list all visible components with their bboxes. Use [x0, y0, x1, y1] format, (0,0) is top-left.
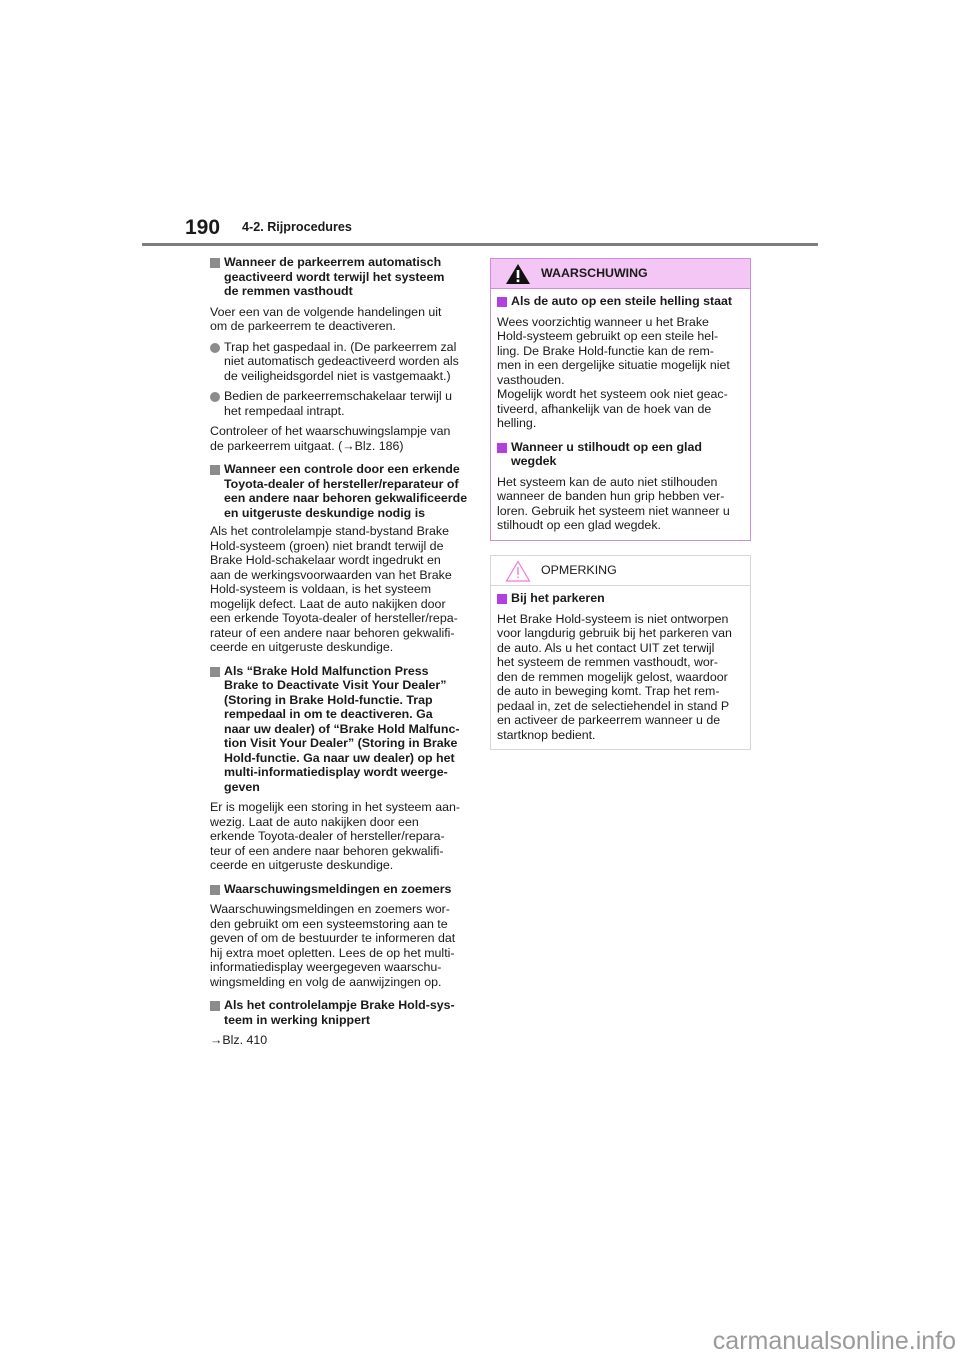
section-title: 4-2. Rijprocedures: [242, 220, 352, 234]
heading-text: Waarschuwingsmeldingen en zoemers: [224, 881, 452, 896]
heading: [497, 294, 744, 309]
square-bullet-icon: [497, 297, 507, 307]
warning-header: [491, 259, 750, 289]
warning-title: WAARSCHUWING: [541, 266, 648, 280]
square-bullet-icon: [210, 885, 220, 895]
heading: [210, 664, 472, 795]
note-header: [491, 556, 750, 586]
paragraph: Het Brake Hold-systeem is niet ontworpen voor langdurig gebruik bij het parkeren van de auto. Als u het contact UIT zet terwijl het systeem de remmen vasthoudt, wor- den de remmen mogelijk gelost, waardoor de auto in beweging komt. Trap het rem- pedaal in, zet de selectiehendel in stand P en activeer de parkeerrem wanneer u de startknop bedient.: [497, 611, 732, 742]
header-rule: [142, 243, 818, 246]
page-number: 190: [185, 216, 221, 239]
paragraph: Waarschuwingsmeldingen en zoemers wor- den gebruikt om een systeemstoring aan te geven of om de bestuurder te informeren dat hij extra moet opletten. Lees de op het multi- informatiedisplay weergegeven waarschu- wingsmelding en volg de aanwijzingen op.: [210, 902, 456, 989]
heading-text: Als de auto op een steile helling staat: [511, 294, 733, 308]
paragraph: Als het controlelampje stand-bystand Brake Hold-systeem (groen) niet brandt terwijl de Brake Hold-schakelaar wordt ingedrukt en aan de werkingsvoorwaarden van het Brake Hold-systeem is voldaan, is het systeem mogelijk defect. Laat de auto nakijken door een erkende Toyota-dealer of hersteller/repa- rateur of een andere naar behoren gekwalifi- ceerde en uitgeruste deskundige.: [210, 524, 458, 654]
warning-box: [490, 258, 751, 541]
paragraph: Er is mogelijk een storing in het systeem aan- wezig. Laat de auto nakijken door een erkende Toyota-dealer of hersteller/repara- teur of een andere naar behoren gekwalifi- ceerde en uitgeruste deskundige.: [210, 800, 460, 872]
circle-bullet-icon: [210, 392, 220, 402]
caution-triangle-icon: [505, 560, 531, 582]
heading-text: Wanneer de parkeerrem automatisch geactiveerd wordt terwijl het systeem de remmen vasthoudt: [224, 255, 445, 298]
watermark: carmanualsonline.info: [712, 1327, 956, 1355]
heading: [210, 462, 472, 520]
heading-text: Wanneer een controle door een erkende Toyota-dealer of hersteller/reparateur of een andere naar behoren gekwalificeerde en uitgeruste deskundige nodig is: [224, 462, 468, 520]
bullet-text: Bedien de parkeerremschakelaar terwijl u het rempedaal intrapt.: [224, 389, 452, 418]
bullet-item: [210, 389, 472, 418]
note-title: OPMERKING: [541, 563, 617, 577]
heading-text: Bij het parkeren: [511, 591, 605, 605]
heading-text: Als het controlelampje Brake Hold-sys- teem in werking knippert: [224, 998, 455, 1027]
heading: [497, 440, 744, 469]
page-reference-link[interactable]: →Blz. 410: [210, 1033, 268, 1047]
warning-triangle-icon: [505, 263, 531, 285]
square-bullet-icon: [210, 1001, 220, 1011]
heading: [210, 998, 472, 1027]
square-bullet-icon: [497, 594, 507, 604]
note-box: [490, 555, 751, 750]
square-bullet-icon: [210, 258, 220, 268]
left-column: [210, 255, 472, 1054]
paragraph: Controleer of het waarschuwingslampje van de parkeerrem uitgaat. (→Blz. 186): [210, 424, 451, 453]
square-bullet-icon: [210, 465, 220, 475]
square-bullet-icon: [210, 667, 220, 677]
heading: [497, 591, 744, 606]
heading: [210, 255, 472, 299]
bullet-text: Trap het gaspedaal in. (De parkeerrem zal niet automatisch gedeactiveerd worden als de veiligheidsgordel niet is vastgemaakt.): [224, 339, 459, 383]
paragraph: Voer een van de volgende handelingen uit om de parkeerrem te deactiveren.: [210, 304, 442, 333]
circle-bullet-icon: [210, 343, 220, 353]
square-bullet-icon: [497, 443, 507, 453]
heading-text: Wanneer u stilhoudt op een glad wegdek: [511, 439, 702, 468]
bullet-item: [210, 340, 472, 384]
paragraph: Het systeem kan de auto niet stilhouden wanneer de banden hun grip hebben ver- loren. Gebruik het systeem niet wanneer u stilhoudt op een glad wegdek.: [497, 474, 730, 532]
heading: [210, 882, 472, 897]
heading-text: Als “Brake Hold Malfunction Press Brake to Deactivate Visit Your Dealer” (Storing in Brake Hold-functie. Trap rempedaal in om te deactiveren. Ga naar uw dealer) of “Brake Hold Malfunc- tion Visit Your Dealer” (Storing in Brake Hold-functie. Ga naar uw dealer) op het multi-informatiedisplay wordt weerge- geven: [224, 663, 460, 794]
paragraph: Wees voorzichtig wanneer u het Brake Hold-systeem gebruikt op een steile hel- ling. De Brake Hold-functie kan de rem- men in een dergelijke situatie mogelijk niet vasthouden. Mogelijk wordt het systeem ook niet geac- tiveerd, afhankelijk van de hoek van de helling.: [497, 314, 730, 430]
